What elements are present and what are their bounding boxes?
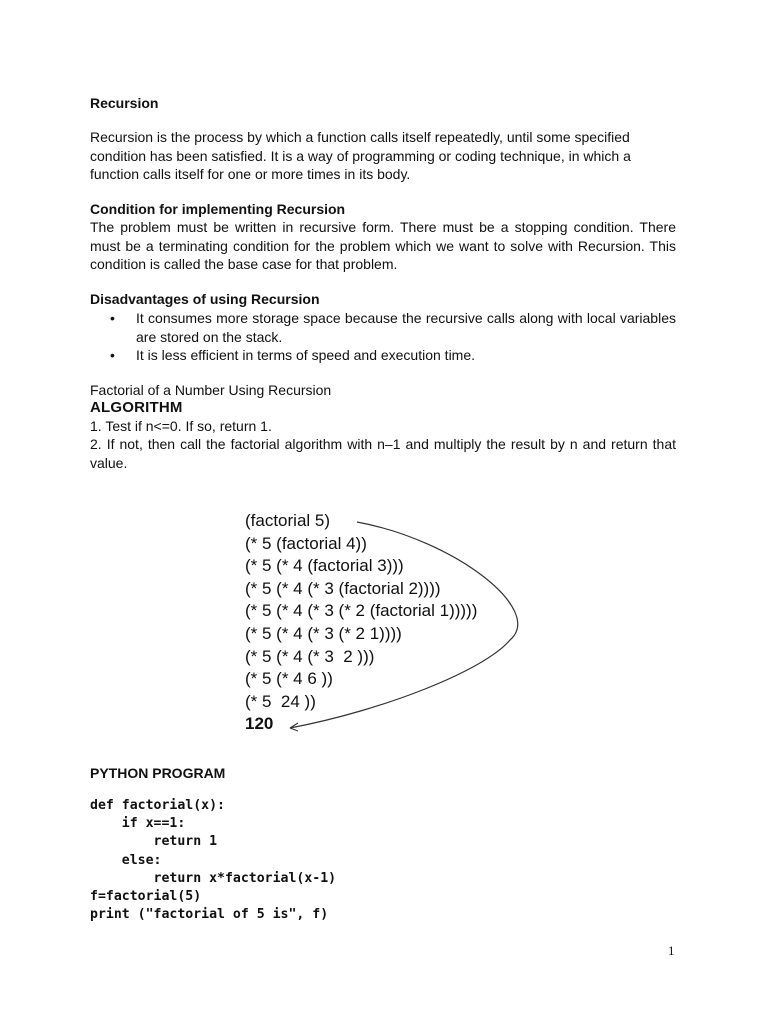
- trace-line: (* 5 (factorial 4)): [245, 533, 367, 553]
- trace-line: (* 5 (* 4 (* 3 (factorial 2)))): [245, 578, 441, 598]
- list-item: • It consumes more storage space because the recursive calls along with local variables are stored on the stack.: [110, 310, 676, 345]
- factorial-heading: Factorial of a Number Using Recursion: [90, 382, 332, 398]
- trace-line: (* 5 (* 4 6 )): [245, 669, 333, 689]
- condition-heading: Condition for implementing Recursion: [90, 201, 346, 217]
- trace-line: (* 5 (* 4 (* 3 (* 2 (factorial 1))))): [245, 601, 478, 621]
- disadvantages-list: [108, 309, 676, 365]
- condition-paragraph: The problem must be written in recursive form. There must be a stopping condition. There must be a terminating condition for the problem which we want to solve with Recursion. This condition is called the base case for that problem.: [90, 219, 676, 272]
- algorithm-step-2: 2. If not, then call the factorial algorithm with n–1 and multiply the result by n and return that value.: [90, 436, 676, 471]
- recursion-arc-icon: [245, 510, 535, 745]
- list-item: • It is less efficient in terms of speed and execution time.: [110, 347, 476, 363]
- recursion-trace-diagram: [245, 510, 535, 745]
- python-code-block: def factorial(x): if x==1: return 1 else: return x*factorial(x-1) f=factorial(5) print ("factorial of 5 is", f): [90, 798, 337, 923]
- page-number: 1: [668, 943, 675, 958]
- bullet-icon: •: [110, 310, 115, 326]
- trace-line: (factorial 5): [245, 511, 331, 530]
- algorithm-label: ALGORITHM: [90, 399, 183, 416]
- bullet-icon: •: [110, 347, 115, 363]
- intro-paragraph: Recursion is the process by which a function calls itself repeatedly, until some specified condition has been satisfied. It is a way of programming or coding technique, in which a function calls itself for one or more times in its body.: [90, 129, 631, 182]
- algorithm-step-1: 1. Test if n<=0. If so, return 1.: [90, 418, 272, 434]
- disadvantages-heading: Disadvantages of using Recursion: [90, 291, 320, 307]
- page-title: Recursion: [90, 95, 159, 111]
- program-heading: PYTHON PROGRAM: [90, 765, 226, 781]
- trace-line: 120: [245, 714, 274, 734]
- trace-line: (* 5 (* 4 (* 3 (* 2 1)))): [245, 623, 402, 643]
- trace-line: (* 5 (* 4 (* 3 2 ))): [245, 646, 375, 666]
- trace-line: (* 5 (* 4 (factorial 3))): [245, 556, 404, 576]
- trace-line: (* 5 24 )): [245, 691, 316, 711]
